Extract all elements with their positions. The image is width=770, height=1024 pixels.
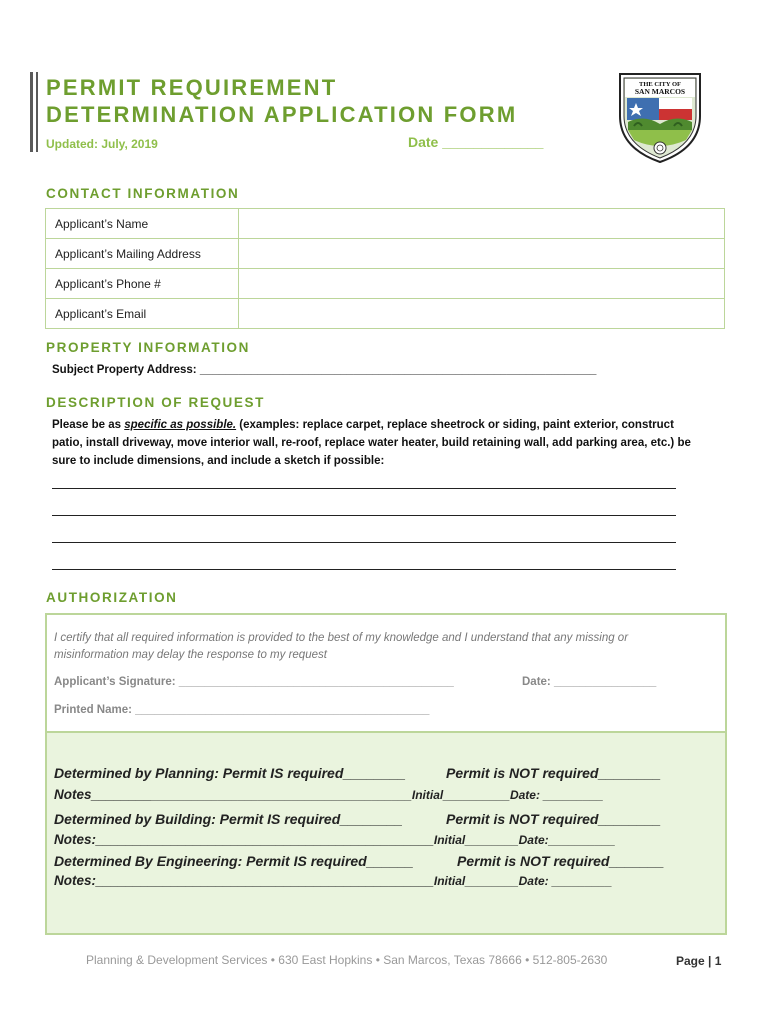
table-row	[46, 239, 725, 269]
table-row	[46, 299, 725, 329]
engineering-determination	[54, 853, 413, 869]
engineering-is-required[interactable]: Determined By Engineering: Permit IS required______	[54, 853, 414, 869]
description-heading: DESCRIPTION OF REQUEST	[46, 395, 265, 410]
email-label: Applicant’s Email	[46, 299, 239, 329]
planning-notes-label[interactable]: Notes________	[54, 787, 152, 802]
page-title	[46, 74, 606, 128]
building-notes	[54, 832, 615, 847]
property-heading: PROPERTY INFORMATION	[46, 340, 251, 355]
building-is-required[interactable]: Determined by Building: Permit IS required________	[54, 811, 403, 827]
description-text: (examples: replace carpet, replace sheetrock or siding, paint exterior, construct patio, install driveway, move interior wall, re-roof, replace water heater, build retaining wall, add parking area, etc.) be sure to include dimensions, and include a sketch if possible:	[52, 419, 691, 467]
engineering-notes-label[interactable]: Notes:_____________________________________________	[54, 873, 434, 888]
mailing-address-label: Applicant’s Mailing Address	[46, 239, 239, 269]
building-initial[interactable]: Initial________	[433, 833, 519, 847]
phone-label: Applicant’s Phone #	[46, 269, 239, 299]
building-not-required[interactable]: Permit is NOT required________	[446, 811, 661, 827]
city-seal-logo	[614, 70, 706, 164]
email-field[interactable]	[239, 299, 725, 329]
planning-not-required[interactable]: Permit is NOT required________	[446, 765, 661, 781]
title-accent-bar	[30, 72, 33, 152]
title-line-2: DETERMINATION APPLICATION FORM	[46, 102, 518, 127]
table-row	[46, 269, 725, 299]
description-line-3[interactable]	[52, 542, 676, 543]
engineering-not-required[interactable]: Permit is NOT required_______	[457, 853, 664, 869]
engineering-notes	[54, 873, 612, 888]
description-line-4[interactable]	[52, 569, 676, 570]
building-notes-label[interactable]: Notes:_____________________________________________	[54, 832, 434, 847]
contact-table	[45, 208, 725, 329]
table-row	[46, 209, 725, 239]
planning-initial[interactable]: Initial__________	[411, 788, 510, 802]
engineering-date[interactable]: Date: _________	[518, 874, 613, 888]
page-number: Page | 1	[676, 954, 722, 968]
updated-date: Updated: July, 2019	[46, 137, 158, 151]
seal-text-name: SAN MARCOS	[634, 87, 686, 96]
description-line-1[interactable]	[52, 488, 676, 489]
title-line-1: PERMIT REQUIREMENT	[46, 75, 338, 100]
planning-notes-line[interactable]: _______________________________________	[151, 788, 412, 802]
printed-name-field[interactable]: Printed Name: ______________________________________________	[54, 704, 430, 716]
signature-field[interactable]: Applicant’s Signature: ___________________________________________	[54, 676, 454, 688]
seal-text-top: THE CITY OF	[638, 81, 682, 88]
header-date-field[interactable]: Date _____________	[408, 134, 544, 150]
property-address-field[interactable]: Subject Property Address: ______________________________________________________________	[52, 364, 597, 376]
applicant-name-label: Applicant’s Name	[46, 209, 239, 239]
description-emphasis: specific as possible.	[124, 419, 237, 431]
description-instructions	[52, 416, 692, 470]
authorization-heading: AUTHORIZATION	[46, 590, 178, 605]
planning-date[interactable]: Date: _________	[509, 788, 604, 802]
applicant-name-field[interactable]	[239, 209, 725, 239]
certify-statement: I certify that all required information is provided to the best of my knowledge and I understand that any missing or misinformation may delay the response to my request	[54, 632, 629, 661]
planning-notes	[54, 787, 603, 802]
description-intro: Please be as	[52, 419, 125, 431]
footer-address: Planning & Development Services • 630 East Hopkins • San Marcos, Texas 78666 • 512-805-2630	[86, 953, 608, 967]
planning-determination	[54, 765, 406, 781]
title-accent-bar-thin	[36, 72, 38, 152]
building-date[interactable]: Date:__________	[518, 833, 616, 847]
planning-is-required[interactable]: Determined by Planning: Permit IS required________	[54, 765, 406, 781]
contact-heading: CONTACT INFORMATION	[46, 186, 240, 201]
signature-date-field[interactable]: Date: ________________	[522, 676, 657, 688]
mailing-address-field[interactable]	[239, 239, 725, 269]
description-line-2[interactable]	[52, 515, 676, 516]
phone-field[interactable]	[239, 269, 725, 299]
building-determination	[54, 811, 403, 827]
engineering-initial[interactable]: Initial________	[433, 874, 519, 888]
